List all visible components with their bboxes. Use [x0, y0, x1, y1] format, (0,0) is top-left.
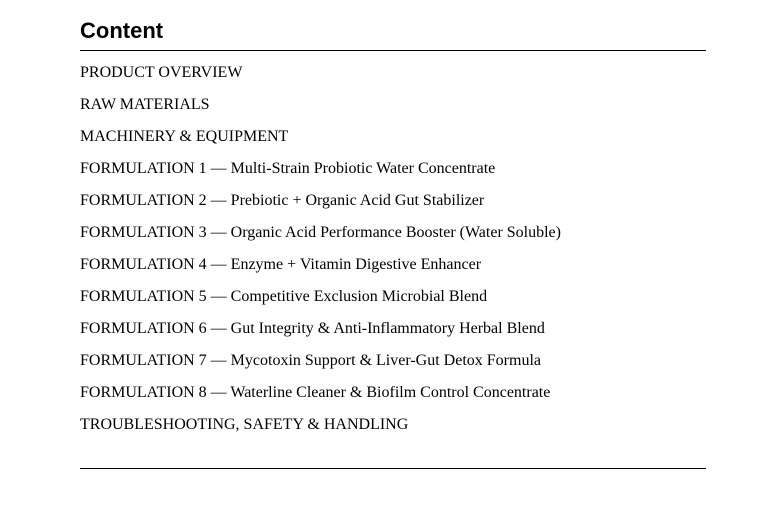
toc-item-formulation-4[interactable]: FORMULATION 4 — Enzyme + Vitamin Digestive Enhancer: [80, 256, 482, 273]
toc-item-raw-materials[interactable]: RAW MATERIALS: [80, 96, 210, 113]
title-divider: [80, 50, 706, 51]
page-title: Content: [80, 18, 164, 43]
toc-item-formulation-7[interactable]: FORMULATION 7 — Mycotoxin Support & Liver-Gut Detox Formula: [80, 352, 541, 369]
toc-item-formulation-2[interactable]: FORMULATION 2 — Prebiotic + Organic Acid Gut Stabilizer: [80, 192, 485, 209]
toc-item-formulation-8[interactable]: FORMULATION 8 — Waterline Cleaner & Biofilm Control Concentrate: [80, 384, 551, 401]
toc-item-product-overview[interactable]: PRODUCT OVERVIEW: [80, 64, 243, 81]
toc-item-troubleshooting[interactable]: TROUBLESHOOTING, SAFETY & HANDLING: [80, 416, 409, 433]
toc-item-formulation-6[interactable]: FORMULATION 6 — Gut Integrity & Anti-Inflammatory Herbal Blend: [80, 320, 545, 337]
toc-item-formulation-5[interactable]: FORMULATION 5 — Competitive Exclusion Microbial Blend: [80, 288, 488, 305]
toc-item-machinery-equipment[interactable]: MACHINERY & EQUIPMENT: [80, 128, 289, 145]
footer-divider: [80, 468, 706, 469]
toc-item-formulation-1[interactable]: FORMULATION 1 — Multi-Strain Probiotic Water Concentrate: [80, 160, 496, 177]
toc-item-formulation-3[interactable]: FORMULATION 3 — Organic Acid Performance Booster (Water Soluble): [80, 224, 561, 241]
table-of-contents: [80, 57, 706, 441]
